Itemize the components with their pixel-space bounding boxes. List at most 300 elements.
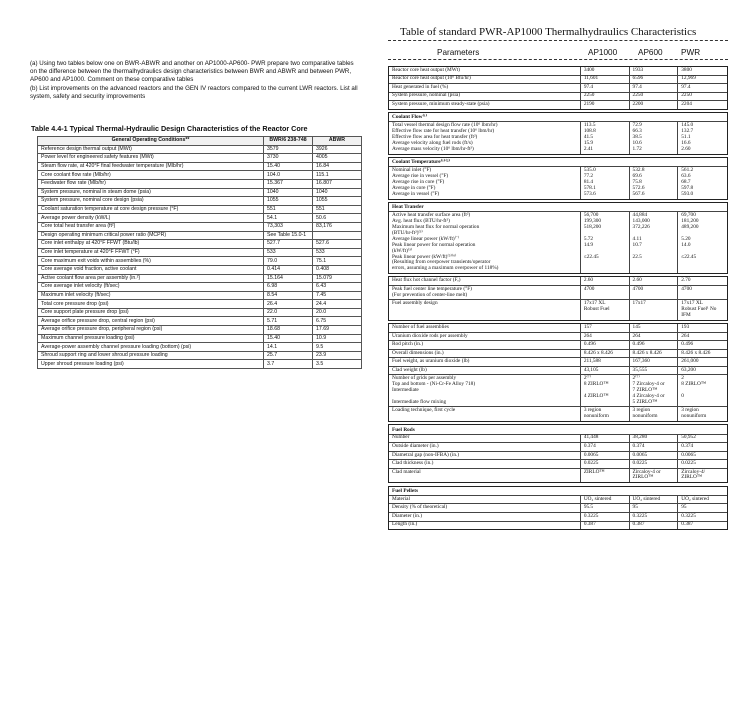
parameter-line: Effective flow area for heat transfer (ft²) [392, 133, 478, 140]
parameter-cell [389, 513, 581, 521]
table-row [389, 277, 727, 285]
table-row [389, 285, 727, 299]
parameter-line: Effective flow rate for heat transfer (10⁶ lbm/hr) [392, 128, 495, 135]
bwr-col-conditions: General Operating Conditions** [38, 137, 264, 146]
parameter-line: Nominal inlet (°F) [392, 167, 432, 174]
table-row [389, 434, 727, 443]
row-value: 9.5 [313, 343, 362, 352]
row-value: 14.1 [264, 343, 313, 352]
row-value: 533 [313, 248, 362, 257]
table-row [389, 366, 727, 375]
value-cell: 2250 [681, 92, 692, 99]
row-value: 3730 [264, 154, 313, 163]
value-cell: 0.0065 [581, 452, 630, 460]
row-value: 25.7 [264, 351, 313, 360]
parameter-line: Clad weight (lb) [392, 366, 427, 373]
value-cell: 56,700 199,300 518,200 5.72 14.9 ≤22.45 [581, 212, 630, 273]
parameter-cell [389, 375, 581, 406]
parameter-cell [389, 167, 581, 198]
bwr-table-header [38, 137, 362, 146]
value-cell: 8.426 x 8.426 [630, 350, 679, 358]
table-row [389, 121, 727, 153]
row-label: Feedwater flow rate (Mlb/hr) [38, 179, 264, 188]
parameter-cell [389, 212, 581, 273]
row-value: 7.45 [313, 291, 362, 300]
row-value: 73,303 [264, 222, 313, 231]
parameter-line: Outside diameter (in.) [392, 443, 439, 449]
value-cell: 97.4 [581, 84, 630, 92]
section-heading: Fuel Rods [392, 426, 415, 433]
value-cell: 535.0 77.2 81.4 578.1 573.6 [581, 167, 630, 198]
value-cell: 193 [681, 323, 690, 330]
value-cell: 2.70 [681, 277, 691, 284]
value-cell: 264 [630, 333, 679, 341]
table-row [389, 83, 727, 92]
row-value: 17.69 [313, 326, 362, 335]
bwr-table-title: Table 4.4-1 Typical Thermal-Hydraulic Design Characteristics of the Reactor Core [31, 124, 308, 133]
parameter-line: errors, assuming a maximum overpower of 118%) [392, 265, 499, 272]
parameter-line: Average velocity along fuel rods (ft/s) [392, 139, 473, 146]
value-cell: Zircaloy-4/ ZIRLO™ [681, 468, 706, 481]
value-cell: 211,588 [581, 358, 630, 366]
question-a: (a) Using two tables below one on BWR-ABWR and another on AP1000-AP600- PWR prepare two comparative tables on the difference between the thermalhydraulics design characteristics between BWR and ABWR and between PWR, AP600 and AP1000. Comment on these comparative tables [30, 60, 354, 84]
table-row [389, 340, 727, 349]
parameter-line: System pressure, nominal (psia) [392, 92, 460, 99]
bwr-col-bwr6: BWR/6 238-748 [264, 137, 313, 146]
row-label: Average orifice pressure drop, central region (psi) [38, 317, 264, 326]
value-cell: 8.426 x 8.426 [681, 349, 711, 356]
question-b: (b) List improvements on the advanced reactors and the GEN IV reactors compared to the current LWR reactors. List all system, safety and security improvements [30, 84, 358, 100]
value-cell: 0.0225 [581, 460, 630, 468]
table-row [389, 459, 727, 468]
value-cell: 3 region nonuniform [681, 407, 707, 420]
row-label: Core inlet temperature at 420°F FFWT (°F) [38, 248, 264, 257]
table-row [389, 166, 727, 198]
value-cell: 0.0065 [630, 452, 679, 460]
table-row [389, 406, 727, 420]
row-label: Active coolant flow area per assembly (in.²) [38, 274, 264, 283]
pwr-col-ap1000: AP1000 [588, 48, 618, 57]
table-row [38, 231, 362, 240]
parameter-cell [389, 469, 581, 482]
pwr-table-title: Table of standard PWR-AP1000 Thermalhydraulics Characteristics [400, 26, 697, 38]
value-cell: 50,952 [681, 434, 696, 441]
table-row [38, 351, 362, 360]
parameter-cell [389, 358, 581, 366]
parameter-line: Clad material [392, 468, 421, 475]
row-label: Reference design thermal output (MWt) [38, 145, 264, 154]
parameter-line: Total vessel thermal design flow rate (10⁶ lbm/hr) [392, 122, 498, 129]
row-label: Core maximum exit voids within assemblies (%) [38, 257, 264, 266]
row-label: System pressure, nominal core design (psia) [38, 197, 264, 206]
parameter-line: Material [392, 495, 410, 502]
value-cell: 2 8 ZIRLO™ 0 [681, 375, 707, 399]
row-value: 50.6 [313, 214, 362, 223]
table-row [389, 92, 727, 101]
section-heading: Heat Transfer [392, 204, 424, 211]
value-cell: 0.0225 [681, 460, 696, 467]
value-cell: 8.426 x 8.426 [581, 350, 630, 358]
table-row [389, 468, 727, 482]
parameter-cell [389, 443, 581, 451]
value-cell: 113.5 108.8 41.5 15.9 2.41 [581, 122, 630, 153]
table-row [38, 162, 362, 171]
parameter-line: Average rise in vessel (°F) [392, 173, 449, 180]
value-cell: 2⁽⁷⁾ 8 ZIRLO™ 4 ZIRLO™ [581, 375, 630, 406]
value-cell: 264 [581, 333, 630, 341]
table-row [389, 100, 727, 109]
row-value: 551 [264, 205, 313, 214]
parameter-line: Heat generated in fuel (%) [392, 83, 449, 90]
value-cell: ZIRLO™ [581, 469, 630, 482]
value-cell: 2⁽⁷⁾ 7 Zircaloy-4 or 7 ZIRLO™ 4 Zircaloy-4 or 5 ZIRLO™ [630, 375, 679, 406]
value-cell: 17x17 XL Robust Fuel [581, 300, 630, 319]
parameter-cell [389, 286, 581, 299]
row-label: Average-power assembly channel pressure loading (bottom) (psi) [38, 343, 264, 352]
table-row [38, 171, 362, 180]
row-value: 15.164 [264, 274, 313, 283]
row-label: Core inlet enthalpy at 420°F FFWT (Btu/lb) [38, 240, 264, 249]
value-cell: 157 [581, 324, 630, 332]
value-cell: 2.60 [581, 277, 630, 285]
parameter-line: Heat flux hot channel factor (Fₑ) [392, 277, 461, 284]
parameter-line: (For prevention of center-line melt) [392, 291, 468, 298]
table-row [389, 495, 727, 504]
table-row [38, 334, 362, 343]
value-cell: 0.3225 [681, 512, 696, 519]
pwr-col-pwr: PWR [681, 48, 701, 57]
parameter-line: Avg. heat flux (BTU/hr-ft²) [392, 218, 450, 224]
row-value: 83,176 [313, 222, 362, 231]
row-value: 54.1 [264, 214, 313, 223]
parameter-line: Diametral gap (non-IFBA) (in.) [392, 451, 460, 458]
value-cell: 35,555 [630, 367, 679, 375]
value-cell: 0.496 [681, 341, 694, 348]
parameter-line: Clad thickness (in.) [392, 460, 434, 467]
table-row [38, 360, 362, 369]
row-value: 6.43 [313, 283, 362, 292]
value-cell: 2.60 [630, 277, 679, 285]
value-cell: 95 [630, 504, 679, 512]
value-cell: 561.2 63.6 68.7 597.8 593.0 [681, 167, 694, 197]
parameter-cell [389, 504, 581, 512]
value-cell: 4700 [581, 286, 630, 299]
value-cell: 12,969 [681, 75, 696, 82]
value-cell: 2250 [630, 93, 679, 101]
table-row [38, 343, 362, 352]
value-cell: 145 [630, 324, 679, 332]
value-cell: 11,601 [581, 76, 630, 84]
value-cell: 3 region nonuniform [630, 407, 679, 420]
row-label: Core total heat transfer area (ft²) [38, 222, 264, 231]
row-value: 15.367 [264, 179, 313, 188]
value-cell: 0.387 [581, 522, 630, 530]
value-cell: 145.0 132.7 51.1 16.6 2.60 [681, 122, 694, 152]
value-cell: UO₂ sintered [681, 495, 709, 502]
parameter-cell [389, 407, 581, 420]
value-cell: 63,200 [681, 366, 696, 373]
row-value: 104.0 [264, 171, 313, 180]
row-value: 15.40 [264, 162, 313, 171]
parameter-line: Density (% of theoretical) [392, 504, 448, 511]
row-value: 1055 [313, 197, 362, 206]
parameter-line: Diameter (in.) [392, 512, 423, 519]
parameter-cell [389, 122, 581, 153]
parameter-cell [389, 101, 581, 109]
value-cell: 264 [681, 332, 690, 339]
parameter-line: Maximum heat flux for normal operation [392, 223, 480, 230]
parameter-cell [389, 496, 581, 504]
parameter-line: Overall dimensions (in.) [392, 349, 444, 356]
parameter-cell [389, 350, 581, 358]
value-cell: 2200 [630, 101, 679, 109]
bwr-abwr-table [37, 136, 362, 369]
row-value: 1040 [264, 188, 313, 197]
row-value: 18.68 [264, 326, 313, 335]
parameter-line: Active heat transfer surface area (ft²) [392, 212, 471, 219]
table-row [38, 248, 362, 257]
row-label: Average power density (kW/L) [38, 214, 264, 223]
row-label: Maximum inlet velocity (ft/sec) [38, 291, 264, 300]
parameter-line: Average in core (°F) [392, 184, 436, 191]
parameter-line: Reactor core heat output (MWt) [392, 66, 460, 73]
table-row [38, 265, 362, 274]
parameter-cell [389, 84, 581, 92]
table-row [38, 214, 362, 223]
table-row [389, 349, 727, 358]
value-cell: 41,448 [581, 435, 630, 443]
row-label: Core average void fraction, active coolant [38, 265, 264, 274]
header-divider [388, 59, 728, 60]
value-cell: 17x17 XL Robust Fuel¹ No IFM [681, 300, 717, 319]
row-value: 3.5 [313, 360, 362, 369]
parameter-line: (BTU/hr-ft²)⁽³⁾ [392, 229, 423, 236]
row-value: 22.0 [264, 308, 313, 317]
section-heading: Coolant Temperature⁽¹⁾⁽²⁾ [392, 159, 451, 166]
parameter-cell [389, 67, 581, 75]
table-row [38, 188, 362, 197]
parameter-line: Peak linear power (kW/ft)⁽⁵⁾⁽⁶⁾ [392, 253, 457, 260]
value-cell: 3400 [581, 67, 630, 75]
row-value: 26.4 [264, 300, 313, 309]
value-cell: 0.496 [630, 341, 679, 349]
value-cell: 2190 [581, 101, 630, 109]
parameter-line: (kW/ft)⁽³⁾ [392, 247, 413, 254]
parameter-cell [389, 333, 581, 341]
parameter-line: Fuel assembly design [392, 300, 438, 307]
parameter-line: Loading technique, first cycle [392, 407, 456, 414]
row-value: 15.079 [313, 274, 362, 283]
value-cell: UO₂ sintered [581, 496, 630, 504]
row-value: 4005 [313, 154, 362, 163]
parameter-line: Top and bottom - (Ni-Cr-Fe Alloy 718) [392, 381, 476, 387]
parameter-cell [389, 452, 581, 460]
row-value: 0.408 [313, 265, 362, 274]
table-section [388, 202, 728, 274]
value-cell: 0.3225 [630, 513, 679, 521]
table-row [389, 451, 727, 460]
table-row [38, 240, 362, 249]
row-value: 0.414 [264, 265, 313, 274]
parameter-line: Uranium dioxide rods per assembly [392, 332, 468, 339]
bwr-col-abwr: ABWR [313, 137, 362, 146]
value-cell: 97.4 [630, 84, 679, 92]
row-label: Core average inlet velocity (ft/sec) [38, 283, 264, 292]
row-label: Core support plate pressure drop (psi) [38, 308, 264, 317]
table-row [38, 154, 362, 163]
value-cell: 6596 [630, 76, 679, 84]
table-row [38, 179, 362, 188]
row-label: Maximum channel pressure loading (psi) [38, 334, 264, 343]
row-value: 6.98 [264, 283, 313, 292]
value-cell: 1933 [630, 67, 679, 75]
value-cell: 0.496 [581, 341, 630, 349]
table-row [38, 300, 362, 309]
parameter-cell [389, 324, 581, 332]
value-cell: 2204 [681, 100, 692, 107]
value-cell: 0.0225 [630, 460, 679, 468]
row-value: 1055 [264, 197, 313, 206]
parameter-cell [389, 93, 581, 101]
row-value: 79.0 [264, 257, 313, 266]
value-cell: 3 region nonuniform [581, 407, 630, 420]
table-row [389, 75, 727, 84]
row-label: Shroud support ring and lower shroud pressure loading [38, 351, 264, 360]
parameter-line: Average linear power (kW/ft)⁽´⁾ [392, 235, 460, 242]
parameter-cell [389, 435, 581, 443]
pwr-ap1000-table [388, 66, 728, 712]
section-heading: Fuel Pellets [392, 487, 419, 494]
parameter-line: Peak fuel center line temperature (°F) [392, 285, 472, 292]
value-cell: 69,700 181,200 489,200 5.20 14.0 ≤22.45 [681, 212, 699, 260]
table-row [389, 324, 727, 332]
parameter-line: Length (in.) [392, 521, 418, 528]
value-cell: UO₂ sintered [630, 496, 679, 504]
table-row [38, 317, 362, 326]
row-label: Upper shroud pressure loading (psi) [38, 360, 264, 369]
value-cell: Zircaloy-4 or ZIRLO™ [630, 469, 679, 482]
table-section [388, 112, 728, 155]
table-row [389, 503, 727, 512]
row-label: System pressure, nominal in steam dome (psia) [38, 188, 264, 197]
value-cell: 0.374 [581, 443, 630, 451]
row-value: 3579 [264, 145, 313, 154]
value-cell: 4700 [630, 286, 679, 299]
row-value: 8.54 [264, 291, 313, 300]
section-heading: Coolant Flow⁽¹⁾ [392, 114, 428, 121]
row-value: 3.7 [264, 360, 313, 369]
parameter-line: Number [392, 434, 410, 441]
row-label: Average orifice pressure drop, peripheral region (psi) [38, 326, 264, 335]
parameter-cell [389, 76, 581, 84]
value-cell: 17x17 [630, 300, 679, 319]
row-value: 24.4 [313, 300, 362, 309]
value-cell: 95.5 [581, 504, 630, 512]
parameter-cell [389, 341, 581, 349]
row-label: Total core pressure drop (psi) [38, 300, 264, 309]
parameter-line: Fuel weight, as uranium dioxide (lb) [392, 358, 470, 365]
parameter-cell [389, 367, 581, 375]
value-cell: 95 [681, 504, 687, 511]
parameter-line: Reactor core heat output (10⁶ Btu/hr) [392, 75, 471, 82]
row-value: 75.1 [313, 257, 362, 266]
table-row [389, 521, 727, 530]
value-cell: 0.3225 [581, 513, 630, 521]
table-row [38, 274, 362, 283]
value-cell: 44,884 143,000 372,226 4.11 10.7 22.5 [630, 212, 679, 273]
row-value: 551 [313, 205, 362, 214]
value-cell: 43,105 [581, 367, 630, 375]
table-row [389, 374, 727, 406]
row-value: 10.9 [313, 334, 362, 343]
parameter-line: Average in vessel (°F) [392, 190, 440, 197]
table-section [388, 486, 728, 530]
title-divider [388, 40, 728, 41]
row-value: 20.0 [313, 308, 362, 317]
assignment-text [30, 60, 358, 101]
value-cell: 4700 [681, 285, 692, 292]
table-row [38, 326, 362, 335]
table-section [388, 66, 728, 110]
row-value: 15.40 [264, 334, 313, 343]
parameter-line: Number of fuel assemblies [392, 323, 449, 330]
value-cell: 167,360 [630, 358, 679, 366]
parameter-line: Rod pitch (in.) [392, 341, 424, 348]
value-cell: 0.374 [681, 443, 694, 449]
parameter-line: Average rise in core (°F) [392, 178, 445, 185]
value-cell: 38,280 [630, 435, 679, 443]
row-value: 6.75 [313, 317, 362, 326]
parameter-cell [389, 460, 581, 468]
row-value: 115.1 [313, 171, 362, 180]
table-row [38, 308, 362, 317]
pwr-col-ap600: AP600 [638, 48, 663, 57]
parameter-line: (Resulting from overpower transients/operator [392, 259, 491, 266]
row-value: 533 [264, 248, 313, 257]
row-value: 1040 [313, 188, 362, 197]
parameter-line: Intermediate flow mixing [392, 398, 447, 405]
parameter-cell [389, 300, 581, 319]
value-cell: 532.8 69.6 75.8 572.6 567.6 [630, 167, 679, 198]
value-cell: 261,000 [681, 358, 699, 365]
row-value: 23.9 [313, 351, 362, 360]
value-cell: 2250 [581, 93, 630, 101]
parameter-cell [389, 522, 581, 530]
row-value: 527.7 [264, 240, 313, 249]
value-cell: 0.387 [630, 522, 679, 530]
table-row [38, 222, 362, 231]
parameter-cell [389, 277, 581, 285]
row-label: Core coolant flow rate (Mlb/hr) [38, 171, 264, 180]
value-cell: 97.4 [681, 83, 691, 90]
table-row [38, 257, 362, 266]
parameter-line: Peak linear power for normal operation [392, 241, 476, 248]
table-section [388, 157, 728, 200]
table-section [388, 323, 728, 422]
row-value: 527.6 [313, 240, 362, 249]
table-row [38, 283, 362, 292]
table-section [388, 276, 728, 320]
table-row [389, 211, 727, 273]
table-row [389, 357, 727, 366]
row-value: 16.84 [313, 162, 362, 171]
parameter-line: System pressure, minimum steady-state (psia) [392, 100, 490, 107]
value-cell: 0.374 [630, 443, 679, 451]
table-row [38, 145, 362, 154]
row-label: Steam flow rate, at 420°F final feedwater temperature (Mlb/hr) [38, 162, 264, 171]
row-value [313, 231, 362, 240]
parameter-line: Average mass velocity (10⁶ lbm/hr-ft²) [392, 145, 474, 152]
